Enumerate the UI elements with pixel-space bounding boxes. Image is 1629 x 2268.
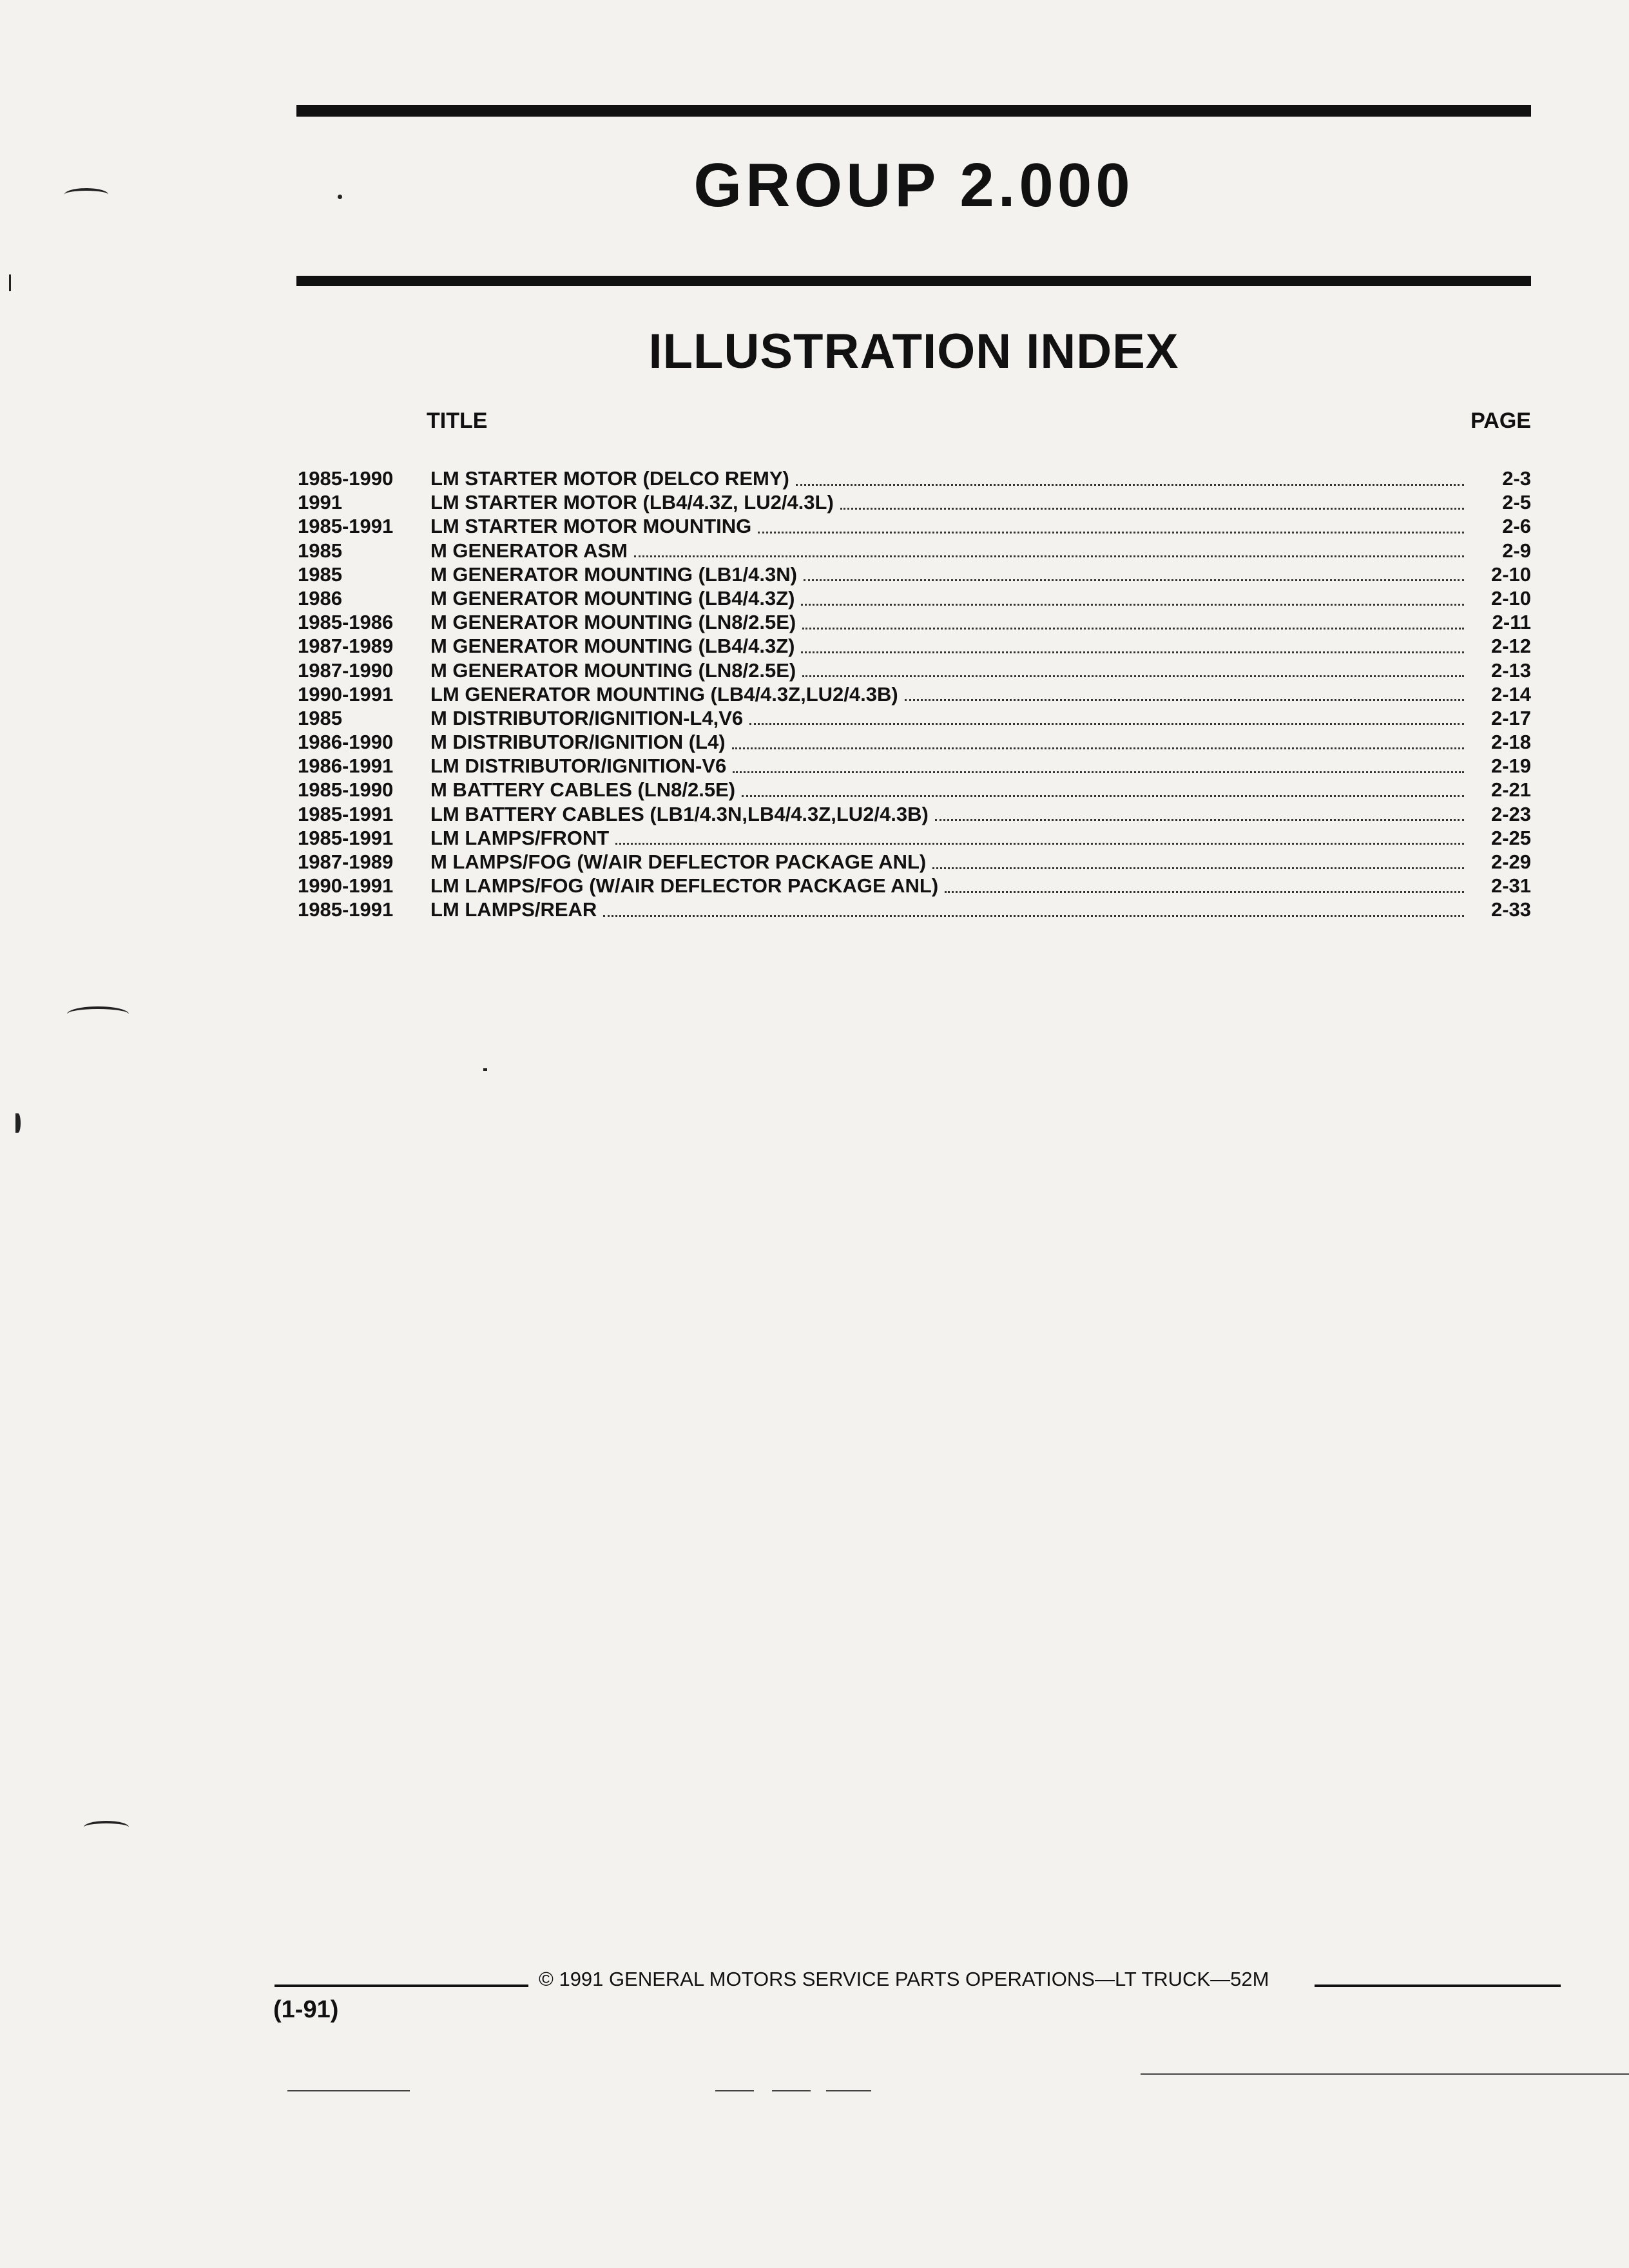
- entry-title: LM STARTER MOTOR (DELCO REMY): [430, 467, 789, 490]
- entry-title: M LAMPS/FOG (W/AIR DEFLECTOR PACKAGE ANL): [430, 850, 927, 873]
- dot-leader: [733, 769, 1464, 773]
- dot-leader: [905, 697, 1464, 701]
- dot-leader: [802, 626, 1464, 629]
- entry-years: 1985-1991: [298, 826, 394, 849]
- entry-title: LM STARTER MOTOR MOUNTING: [430, 515, 752, 538]
- entry-title: LM GENERATOR MOUNTING (LB4/4.3Z,LU2/4.3B): [430, 682, 898, 706]
- dot-leader: [796, 482, 1464, 486]
- entry-years: 1987-1990: [298, 658, 394, 682]
- index-entry: [298, 682, 1531, 706]
- scan-line: [715, 2090, 754, 2091]
- index-entry: [298, 562, 1531, 586]
- dot-leader: [758, 530, 1464, 533]
- entry-page: 2-29: [1490, 850, 1531, 873]
- entry-years: 1985-1991: [298, 515, 394, 538]
- dot-leader: [840, 506, 1464, 510]
- dot-leader: [932, 865, 1464, 869]
- entry-page: 2-13: [1490, 658, 1531, 682]
- column-header-page: PAGE: [1470, 408, 1531, 433]
- index-entry: [298, 610, 1531, 634]
- index-entry: [298, 754, 1531, 778]
- entry-page: 2-10: [1490, 586, 1531, 610]
- dot-leader: [935, 817, 1464, 821]
- index-entry: [298, 730, 1531, 754]
- entry-years: 1985-1990: [298, 467, 394, 490]
- scan-speck: [9, 274, 11, 291]
- entry-title: LM STARTER MOTOR (LB4/4.3Z, LU2/4.3L): [430, 491, 834, 514]
- entry-years: 1987-1989: [298, 850, 394, 873]
- entry-page: 2-25: [1490, 826, 1531, 849]
- entry-title: M BATTERY CABLES (LN8/2.5E): [430, 778, 736, 802]
- entry-title: M GENERATOR ASM: [430, 539, 628, 562]
- entry-years: 1985: [298, 562, 342, 586]
- column-header-title: TITLE: [427, 408, 488, 433]
- entry-years: 1991: [298, 491, 342, 514]
- binder-mark-bottom: [84, 1821, 129, 1834]
- entry-page: 2-19: [1490, 754, 1531, 778]
- dot-leader: [801, 602, 1464, 606]
- scan-speck: [483, 1068, 487, 1071]
- entry-years: 1985-1990: [298, 778, 394, 802]
- index-entry: [298, 514, 1531, 538]
- revision-code: (1-91): [273, 1996, 339, 2023]
- entry-years: 1986-1990: [298, 731, 394, 754]
- entry-years: 1990-1991: [298, 682, 394, 706]
- entry-page: 2-33: [1490, 898, 1531, 921]
- scan-line: [287, 2090, 410, 2091]
- index-entry: [298, 466, 1531, 490]
- index-entry: [298, 490, 1531, 514]
- entry-years: 1985-1991: [298, 802, 394, 825]
- entry-page: 2-5: [1502, 491, 1531, 514]
- index-entry: [298, 539, 1531, 562]
- entry-title: LM LAMPS/FRONT: [430, 826, 610, 849]
- entry-years: 1986-1991: [298, 754, 394, 778]
- index-entry: [298, 802, 1531, 826]
- binder-mark-top: [64, 188, 108, 201]
- index-entry: [298, 826, 1531, 850]
- entry-years: 1985-1986: [298, 611, 394, 634]
- footer-rule-left: [275, 1984, 528, 1987]
- binder-mark-middle: [67, 1006, 129, 1022]
- dot-leader: [615, 841, 1464, 845]
- scan-line: [826, 2090, 871, 2091]
- dot-leader: [801, 649, 1464, 653]
- footer-rule-right: [1315, 1984, 1561, 1987]
- footer-copyright: © 1991 GENERAL MOTORS SERVICE PARTS OPERATIONS—LT TRUCK—52M: [539, 1968, 1269, 1990]
- scan-line: [1141, 2073, 1629, 2075]
- entry-title: M GENERATOR MOUNTING (LN8/2.5E): [430, 611, 796, 634]
- index-entry: [298, 874, 1531, 898]
- entry-page: 2-17: [1490, 706, 1531, 729]
- index-entry: [298, 586, 1531, 610]
- index-entry: [298, 706, 1531, 730]
- entry-page: 2-9: [1502, 539, 1531, 562]
- entry-page: 2-6: [1502, 515, 1531, 538]
- entry-title: M GENERATOR MOUNTING (LB1/4.3N): [430, 562, 797, 586]
- entry-page: 2-3: [1502, 467, 1531, 490]
- dot-leader: [804, 577, 1464, 581]
- header-rule: [296, 276, 1531, 286]
- scan-line: [772, 2090, 811, 2091]
- entry-title: LM BATTERY CABLES (LB1/4.3N,LB4/4.3Z,LU2/4.3B): [430, 802, 929, 825]
- entry-title: M DISTRIBUTOR/IGNITION-L4,V6: [430, 706, 744, 729]
- dot-leader: [732, 745, 1464, 749]
- dot-leader: [742, 793, 1464, 797]
- entry-years: 1990-1991: [298, 874, 394, 898]
- entry-years: 1985: [298, 706, 342, 729]
- dot-leader: [634, 553, 1464, 557]
- index-title: ILLUSTRATION INDEX: [648, 324, 1179, 379]
- index-entry: [298, 778, 1531, 802]
- entry-page: 2-10: [1490, 562, 1531, 586]
- entry-page: 2-21: [1490, 778, 1531, 802]
- entry-page: 2-14: [1490, 682, 1531, 706]
- entry-title: LM DISTRIBUTOR/IGNITION-V6: [430, 754, 727, 778]
- scan-speck: [15, 1113, 21, 1133]
- entry-years: 1986: [298, 586, 342, 610]
- entry-years: 1985: [298, 539, 342, 562]
- entry-page: 2-12: [1490, 635, 1531, 658]
- top-rule: [296, 105, 1531, 117]
- group-title: GROUP 2.000: [693, 151, 1134, 220]
- dot-leader: [802, 673, 1464, 677]
- index-entry: [298, 634, 1531, 658]
- entry-title: M GENERATOR MOUNTING (LB4/4.3Z): [430, 635, 795, 658]
- entry-page: 2-23: [1490, 802, 1531, 825]
- index-entries: [298, 466, 1531, 922]
- index-entry: [298, 658, 1531, 682]
- entry-title: M DISTRIBUTOR/IGNITION (L4): [430, 731, 726, 754]
- entry-title: M GENERATOR MOUNTING (LN8/2.5E): [430, 658, 796, 682]
- entry-title: LM LAMPS/REAR: [430, 898, 597, 921]
- entry-years: 1987-1989: [298, 635, 394, 658]
- entry-page: 2-11: [1492, 611, 1531, 634]
- entry-page: 2-18: [1490, 731, 1531, 754]
- entry-years: 1985-1991: [298, 898, 394, 921]
- dot-leader: [945, 889, 1464, 893]
- entry-page: 2-31: [1490, 874, 1531, 898]
- dot-leader: [749, 721, 1464, 725]
- index-entry: [298, 850, 1531, 874]
- entry-title: M GENERATOR MOUNTING (LB4/4.3Z): [430, 586, 795, 610]
- index-entry: [298, 898, 1531, 921]
- dot-leader: [603, 913, 1464, 917]
- entry-title: LM LAMPS/FOG (W/AIR DEFLECTOR PACKAGE ANL): [430, 874, 939, 898]
